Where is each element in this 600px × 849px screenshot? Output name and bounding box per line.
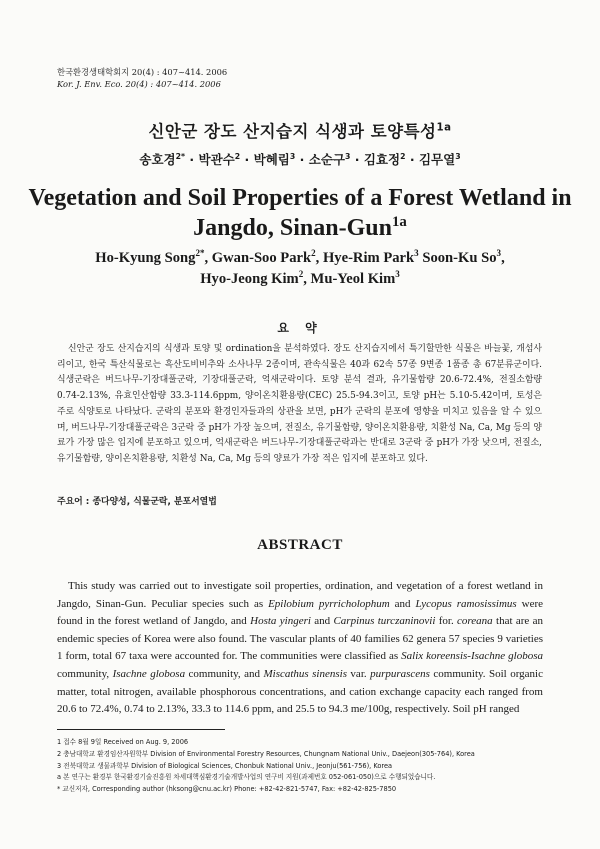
author-separator: ·: [244, 152, 254, 167]
species-name: coreana: [457, 615, 493, 628]
author-ko: 박관수$^2$: [198, 151, 241, 167]
english-authors-line1: [0, 248, 600, 269]
footnote-divider: [57, 729, 225, 730]
english-abstract-heading: ABSTRACT: [257, 537, 343, 553]
author-en: Hyo-Jeong Kim$^2$,: [200, 269, 311, 287]
author-en: Soon-Ku So$^3$,: [422, 248, 505, 266]
footnote-received: 1 접수 8월 9일 Received on Aug. 9, 2006: [57, 738, 189, 746]
author-ko: 김효정$^2$: [363, 151, 406, 167]
english-author-list: [0, 248, 600, 290]
author-ko: 박혜림$^3$: [253, 151, 296, 167]
author-ko: 김무열$^3$: [418, 151, 461, 167]
author-ko: 송호경$^{2*}$: [139, 151, 186, 167]
species-name: Carpinus turczaninovii: [333, 615, 436, 628]
author-separator: ·: [189, 152, 199, 167]
author-en: Mu-Yeol Kim$^3$: [310, 269, 400, 287]
author-en: Gwan-Soo Park$^2$,: [211, 248, 323, 266]
author-separator: ·: [299, 152, 309, 167]
korean-author-list: [0, 150, 600, 168]
species-name: Hosta yingeri: [250, 615, 311, 628]
footnote-affiliation-2: 2 충남대학교 환경임산자원학부 Division of Environmental Forestry Resources, Chungnam National Univ., Daejeon(305-764), Korea: [57, 749, 475, 758]
author-en: Hye-Rim Park$^3$: [322, 248, 419, 266]
journal-header: [57, 66, 227, 90]
korean-abstract-body: 신안군 장도 산지습지의 식생과 토양 및 ordination을 분석하였다. 장도 산지습지에서 특기할만한 식물은 바늘꽃, 개섬사리이고, 한국 특산식물로는 흑산도비비추와 소사나무 2종이며, 관속식물은 40과 62속 57종 9변종 1품종 총 67분류군이다. 식생군락은 버드나무-기장대풀군락, 기장대풀군락, 억새군락이다. 토양 분석 결과, 유기물함량 20.6-72.4%, 전질소함량 0.74-2.13%, 유효인산함량 33.3-114.6ppm, 양이온치환용량(CEC) 25.5-94.3이고, 토양 pH는 5.10-5.42이며, 토성은 주로 식양토로 나타났다. 군락의 분포와 환경인자들과의 상관을 보면, pH가 군락의 분포에 영향을 미치고 있음을 알 수 있으며, 버드나무-기장대풀군락은 3군락 중 pH가 가장 높으며, 전질소, 유기물함량, 양이온치환용량, 치환성 Na, Ca, Mg 등의 양료가 가장 많은 입지에 분포하고 있으며, 억새군락은 버드나무-기장대풀군락과는 반대로 3군락 중 pH가 가장 낮으며, 전질소, 유기물함량, 양이온치환용량, 치환성 Na, Ca, Mg 등의 양료가 가장 적은 입지에 분포하고 있다.: [57, 344, 542, 464]
english-title-line2: Jangdo, Sinan-Gun$^{1a}$: [193, 214, 407, 241]
species-name: Isachne globosa: [112, 667, 186, 680]
species-name: Salix koreensis-Isachne globosa: [401, 650, 544, 663]
english-title: [20, 183, 580, 243]
species-name: purpurascens: [370, 667, 430, 680]
english-authors-line2: [0, 269, 600, 290]
author-en: Ho-Kyung Song$^{2*}$,: [95, 248, 212, 266]
english-abstract-body: This study was carried out to investigate soil properties, ordination, and vegetation of a forest wetland in Jangdo, Sinan-Gun. Peculiar species such as Epilobium pyrricholophum and Lycopus ramosissimus were found in the forest wetland of Jangdo, and Hosta yingeri and Carpinus turczaninovii for. coreana that are an endemic species of Korea were also found. The vascular plants of 40 families 62 genera 57 species 9 varieties 1 form, total 67 taxa were accounted for. The communities were classified as Salix koreensis-Isachne globosa community, Isachne globosa community, and Miscathus sinensis var. purpurascens community. Soil organic matter, total nitrogen, available phosphorous concentrations, and cation exchange capacity each ranged from 20.6 to 72.4%, 0.74 to 2.13%, 33.3 to 114.6 ppm, and 25.5 to 94.3 me/100g, respectively. Soil pH ranged: [57, 580, 544, 716]
footnote-affiliation-3: 3 전북대학교 생물과학부 Division of Biological Sciences, Chonbuk National Univ., Jeonju(561-756), Korea: [57, 761, 393, 770]
footnote-corresponding-author: * 교신저자, Corresponding author (hksong@cnu.ac.kr) Phone: +82-42-821-5747, Fax: +82-42-825-7850: [57, 785, 397, 794]
journal-citation-en: Kor. J. Env. Eco. 20(4) : 407~414. 2006: [57, 79, 221, 89]
english-title-line1: Vegetation and Soil Properties of a Forest Wetland in: [28, 185, 572, 211]
footnotes: [57, 737, 545, 796]
korean-title-text: 신안군 장도 산지습지 식생과 토양특성: [148, 122, 437, 141]
species-name: Lycopus ramosissimus: [415, 597, 517, 610]
footnote-funding: a 본 연구는 환경부 한국환경기술진흥원 차세대핵심환경기술개발사업의 연구비 지원(과제번호 052-061-050)으로 수행되었습니다.: [57, 773, 436, 782]
korean-abstract-heading: 요 약: [277, 321, 323, 335]
author-separator: ·: [354, 152, 364, 167]
korean-keywords: 주요어 : 종다양성, 식물군락, 분포서열법: [57, 497, 217, 507]
author-separator: ·: [409, 152, 419, 167]
korean-title: [0, 118, 600, 142]
author-ko: 소순구$^3$: [308, 151, 351, 167]
species-name: Miscathus sinensis: [263, 667, 347, 680]
journal-citation-ko: 한국환경생태학회지 20(4) : 407~414. 2006: [57, 67, 228, 77]
species-name: Epilobium pyrricholophum: [268, 597, 390, 610]
korean-title-sup: 1a: [436, 122, 452, 134]
